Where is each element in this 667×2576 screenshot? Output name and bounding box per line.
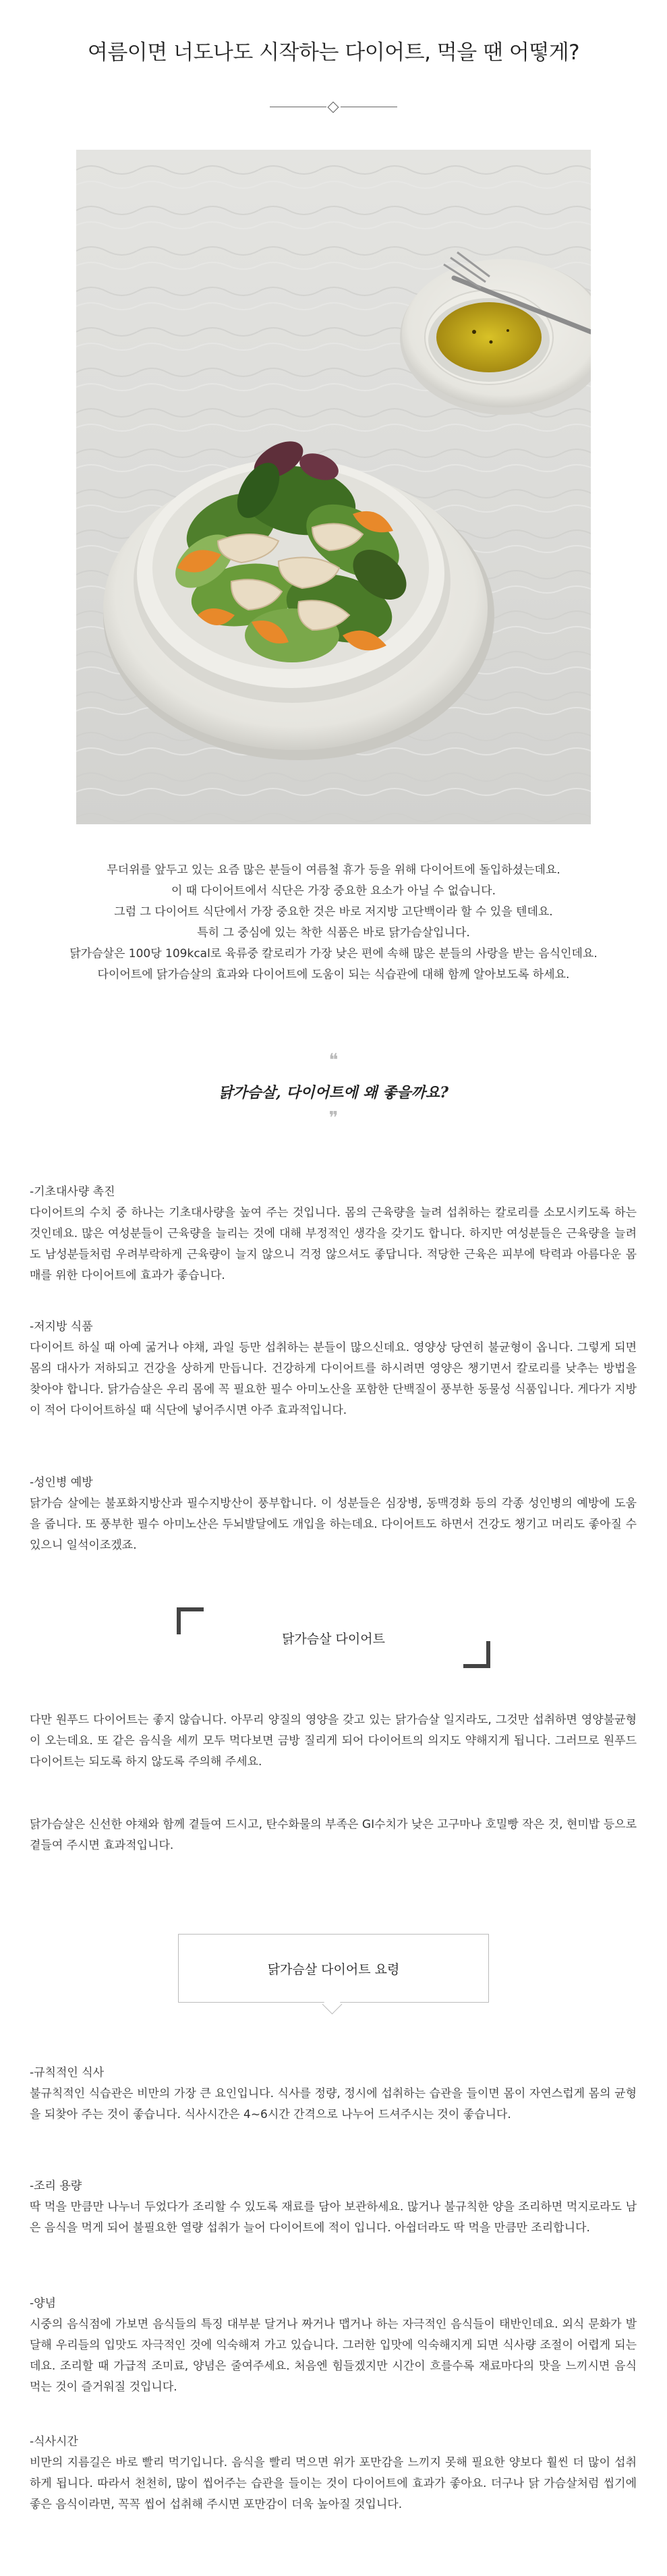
section-meal-speed	[30, 2432, 637, 2515]
article-title: 여름이면 너도나도 시작하는 다이어트, 먹을 땐 어떻게?	[87, 40, 580, 65]
section-metabolism	[30, 1182, 637, 1286]
paragraph: 다만 원푸드 다이어트는 좋지 않습니다. 아무리 양질의 영양을 갖고 있는 닭가슴살 일지라도, 그것만 섭취하면 영양불균형이 오는데요. 또 같은 음식을 세끼 모두 먹다보면 금방 질리게 되어 다이어트의 의지도 약해지게 됩니다. 그러므로 원푸드 다이어트는 되도록 하지 않도록 주의해 주세요.	[30, 1713, 637, 1769]
intro-line: 무더위를 앞두고 있는 요즘 많은 분들이 여름철 휴가 등을 위해 다이어트에 돌입하셨는데요.	[107, 863, 560, 877]
salad-photo	[76, 150, 591, 824]
section-regular-meals	[30, 2063, 637, 2125]
section-body: 닭가슴 살에는 불포화지방산과 필수지방산이 풍부합니다. 이 성분들은 심장병, 동맥경화 등의 각종 성인병의 예방에 도움을 줍니다. 또 풍부한 필수 아미노산은 두뇌발달에도 개입을 하는데요. 다이어트도 하면서 건강도 챙기고 머리도 좋아질 수 있으니 일석이조겠죠.	[30, 1497, 637, 1552]
section-title: -성인병 예방	[30, 1476, 93, 1489]
paragraph: 닭가슴살은 신선한 야채와 함께 곁들여 드시고, 탄수화물의 부족은 GI수치가 낮은 고구마나 호밀빵 작은 것, 현미밥 등으로 곁들여 주시면 효과적입니다.	[30, 1818, 637, 1852]
section-title: -기초대사량 촉진	[30, 1185, 115, 1199]
diet-tips-heading-box	[178, 1934, 489, 2003]
section-body: 딱 먹을 만큼만 나누너 두었다가 조리할 수 있도록 재료를 담아 보관하세요. 많거나 불규칙한 양을 조리하면 먹지로라도 남은 음식을 먹게 되어 불필요한 열량 섭취가 늘어 다이어트에 적이 입니다. 아쉽더라도 딱 먹을 만큼만 조리합니다.	[30, 2200, 637, 2235]
intro-line: 이 때 다이어트에서 식단은 가장 중요한 요소가 아닐 수 없습니다.	[171, 884, 496, 898]
section-body: 시중의 음식점에 가보면 음식들의 특징 대부분 달거나 짜거나 맵거나 하는 자극적인 음식들이 태반인데요. 외식 문화가 발달해 우리들의 입맛도 자극적인 것에 익숙해져 가고 있습니다. 그러한 입맛에 익숙해지게 되면 식사량 조절이 어렵게 되는데요. 조리할 때 가급적 조미료, 양념은 줄여주세요. 처음엔 힘들겠지만 시간이 흐를수록 재료마다의 맛을 느끼시면 음식 먹는 것이 즐거워질 것입니다.	[30, 2318, 637, 2394]
section-body: 다이어트 하실 때 아예 굶거나 야채, 과일 등만 섭취하는 분들이 많으신데요. 영양상 당연히 불균형이 옵니다. 그렇게 되면 몸의 대사가 저하되고 건강을 상하게 만듭니다. 건강하게 다이어트를 하시려면 영양은 챙기면서 칼로리를 낮추는 방법을 찾아야 합니다. 닭가슴살은 우리 몸에 꼭 필요한 필수 아미노산을 포함한 단백질이 풍부한 동물성 식품입니다. 게다가 지방이 적어 다이어트하실 때 식단에 넣어주시면 아주 효과적입니다.	[30, 1341, 637, 1417]
diamond-ornament-icon	[328, 102, 339, 113]
section-seasoning	[30, 2293, 637, 2398]
chicken-diet-heading-box	[177, 1607, 490, 1668]
intro-line: 닭가슴살은 100당 109kcal로 육류중 칼로리가 가장 낮은 편에 속해 많은 분들의 사랑을 받는 음식인데요.	[69, 947, 598, 961]
paragraph-pairing	[30, 1814, 637, 1856]
box-heading: 닭가슴살 다이어트	[282, 1631, 385, 1647]
section-title: -식사시간	[30, 2435, 78, 2449]
section-body: 불규칙적인 식습관은 비만의 가장 큰 요인입니다. 식사를 정량, 정시에 섭취하는 습관을 들이면 몸이 자연스럽게 몸의 균형을 되찾아 주는 것이 좋습니다. 식사시간은 4~6시간 간격으로 나누어 드셔주시는 것이 좋습니다.	[30, 2087, 637, 2121]
section-body: 비만의 지름길은 바로 빨리 먹기입니다. 음식을 빨리 먹으면 위가 포만감을 느끼지 못해 필요한 양보다 훨씬 더 많이 섭취하게 됩니다. 따라서 천천히, 많이 씹어주는 습관을 들이는 것이 다이어트에 효과가 좋아요. 더구나 닭 가슴살처럼 씹기에 좋은 음식이라면, 꼭꼭 씹어 섭취해 주시면 포만감이 더욱 높아질 것입니다.	[30, 2456, 637, 2511]
section-disease-prevention	[30, 1472, 637, 1556]
section-low-fat	[30, 1317, 637, 1421]
quote-heading: 닭가슴살, 다이어트에 왜 좋을까요?	[218, 1084, 449, 1101]
intro-line: 특히 그 중심에 있는 착한 식품은 바로 닭가슴살입니다.	[197, 926, 470, 940]
intro-line: 그럼 그 다이어트 식단에서 가장 중요한 것은 바로 저지방 고단백이라 할 수 있을 텐데요.	[114, 905, 553, 919]
section-portion	[30, 2176, 637, 2239]
title-divider	[270, 103, 397, 112]
intro-line: 다이어트에 닭가슴살의 효과와 다이어트에 도움이 되는 식습관에 대해 함께 알아보도록 하세요.	[97, 968, 570, 981]
section-body: 다이어트의 수치 중 하나는 기초대사량을 높여 주는 것입니다. 몸의 근육량을 늘려 섭취하는 칼로리를 소모시키도록 하는 것인데요. 많은 여성분들이 근육량을 늘리는 것에 대해 부정적인 생각을 갖기도 합니다. 하지만 여성분들은 근육량을 늘려도 남성분들처럼 우려부락하게 근육량이 늘지 않으니 걱정 않으셔도 좋답니다. 적당한 근육은 피부에 탁력과 아름다운 몸매를 위한 다이어트에 효과가 좋습니다.	[30, 1206, 637, 1282]
close-quote-icon: ❞	[328, 1108, 339, 1128]
intro-text	[54, 860, 613, 985]
section-title: -조리 용량	[30, 2179, 82, 2193]
paragraph-one-food-warning	[30, 1710, 637, 1773]
box-heading: 닭가슴살 다이어트 요령	[267, 1962, 400, 1977]
section-title: -저지방 식품	[30, 1320, 93, 1334]
open-quote-icon: ❝	[328, 1050, 339, 1070]
section-title: -규칙적인 식사	[30, 2066, 105, 2080]
section-title: -양념	[30, 2297, 56, 2310]
